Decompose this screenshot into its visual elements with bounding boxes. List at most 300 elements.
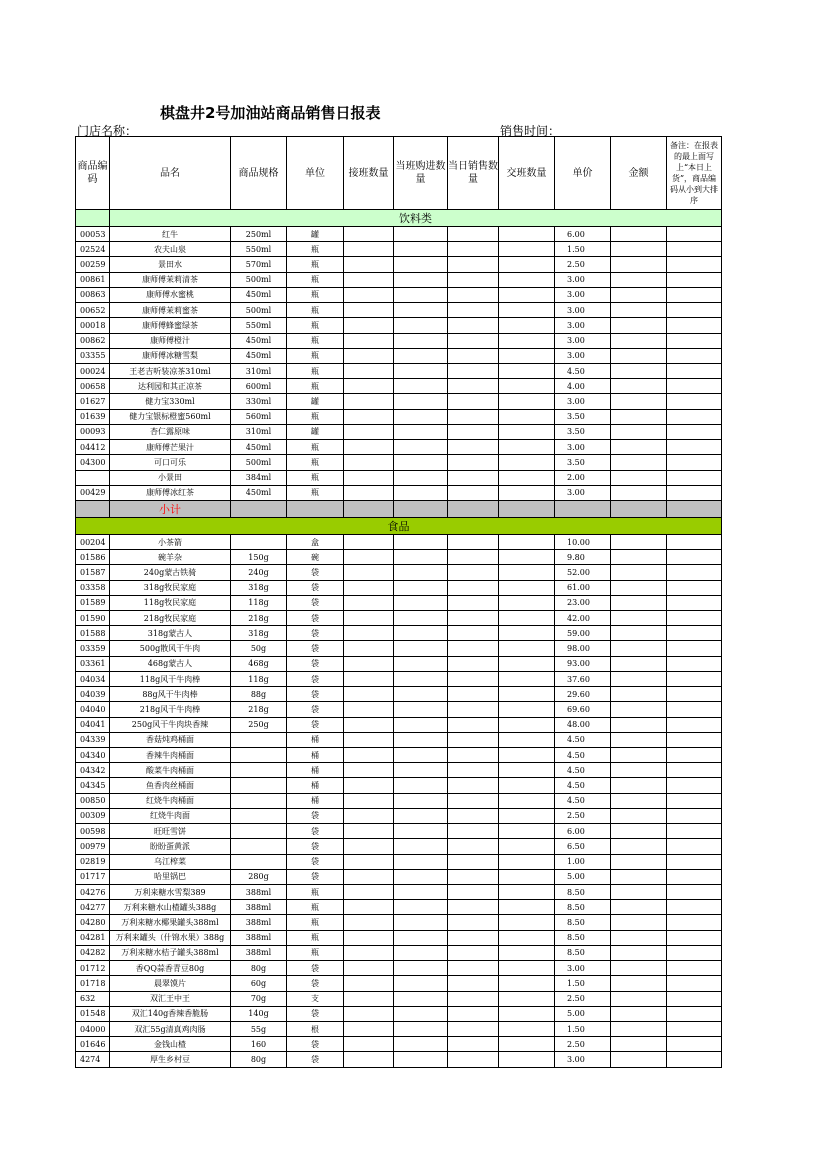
cell-spec[interactable]: 330ml: [231, 394, 287, 409]
cell-amount[interactable]: [611, 550, 667, 565]
cell-handover-out[interactable]: [499, 656, 555, 671]
cell-code[interactable]: 01646: [76, 1037, 110, 1052]
cell-unit[interactable]: 瓶: [287, 455, 344, 470]
cell-daily-sales[interactable]: [448, 227, 499, 242]
cell-daily-sales[interactable]: [448, 409, 499, 424]
cell-amount[interactable]: [611, 257, 667, 272]
cell-name[interactable]: 88g风干牛肉棒: [110, 687, 231, 702]
cell-handover-in[interactable]: [344, 470, 394, 485]
cell-price[interactable]: 52.00: [555, 565, 611, 580]
cell-handover-out[interactable]: [499, 900, 555, 915]
cell-note[interactable]: [667, 976, 722, 991]
cell-unit[interactable]: 桶: [287, 778, 344, 793]
cell-name[interactable]: 118g风干牛肉棒: [110, 671, 231, 686]
cell-name[interactable]: 218g牧民家庭: [110, 611, 231, 626]
cell-spec[interactable]: [231, 854, 287, 869]
cell-handover-out[interactable]: [499, 455, 555, 470]
cell-note[interactable]: [667, 945, 722, 960]
cell-amount[interactable]: [611, 485, 667, 500]
cell-note[interactable]: [667, 793, 722, 808]
cell-code[interactable]: 04280: [76, 915, 110, 930]
cell-spec[interactable]: 150g: [231, 550, 287, 565]
cell-note[interactable]: [667, 333, 722, 348]
cell-price[interactable]: 3.00: [555, 348, 611, 363]
cell-handover-in[interactable]: [344, 900, 394, 915]
cell-unit[interactable]: 根: [287, 1021, 344, 1036]
cell-note[interactable]: [667, 455, 722, 470]
cell-code[interactable]: 04041: [76, 717, 110, 732]
cell-code[interactable]: 01712: [76, 961, 110, 976]
cell-purchase[interactable]: [394, 976, 448, 991]
cell-note[interactable]: [667, 595, 722, 610]
cell-price[interactable]: 3.00: [555, 440, 611, 455]
cell-code[interactable]: 04339: [76, 732, 110, 747]
cell-code[interactable]: 02819: [76, 854, 110, 869]
cell-purchase[interactable]: [394, 930, 448, 945]
cell-handover-in[interactable]: [344, 440, 394, 455]
cell-code[interactable]: 01588: [76, 626, 110, 641]
cell-name[interactable]: 康师傅芒果汁: [110, 440, 231, 455]
cell-amount[interactable]: [611, 869, 667, 884]
cell-name[interactable]: 健力宝330ml: [110, 394, 231, 409]
cell-handover-out[interactable]: [499, 379, 555, 394]
cell-unit[interactable]: 瓶: [287, 303, 344, 318]
cell-name[interactable]: 双汇55g清真鸡肉肠: [110, 1021, 231, 1036]
cell-handover-out[interactable]: [499, 1052, 555, 1067]
cell-note[interactable]: [667, 580, 722, 595]
cell-handover-out[interactable]: [499, 272, 555, 287]
cell-price[interactable]: 8.50: [555, 884, 611, 899]
cell-handover-out[interactable]: [499, 945, 555, 960]
cell-handover-out[interactable]: [499, 991, 555, 1006]
cell-spec[interactable]: 118g: [231, 671, 287, 686]
cell-unit[interactable]: 瓶: [287, 318, 344, 333]
cell-name[interactable]: 红烧牛肉桶面: [110, 793, 231, 808]
cell-purchase[interactable]: [394, 287, 448, 302]
cell-daily-sales[interactable]: [448, 854, 499, 869]
cell-name[interactable]: 康师傅橙汁: [110, 333, 231, 348]
cell-unit[interactable]: 瓶: [287, 363, 344, 378]
cell-spec[interactable]: [231, 824, 287, 839]
cell-daily-sales[interactable]: [448, 1052, 499, 1067]
cell-code[interactable]: 00979: [76, 839, 110, 854]
cell-handover-out[interactable]: [499, 808, 555, 823]
cell-note[interactable]: [667, 1037, 722, 1052]
cell-unit[interactable]: 瓶: [287, 287, 344, 302]
cell-spec[interactable]: 118g: [231, 595, 287, 610]
cell-price[interactable]: 3.00: [555, 303, 611, 318]
cell-price[interactable]: 3.00: [555, 287, 611, 302]
cell-note[interactable]: [667, 839, 722, 854]
cell-daily-sales[interactable]: [448, 333, 499, 348]
cell-amount[interactable]: [611, 534, 667, 549]
cell-name[interactable]: 王老吉听装凉茶310ml: [110, 363, 231, 378]
cell-purchase[interactable]: [394, 763, 448, 778]
cell-handover-out[interactable]: [499, 702, 555, 717]
cell-unit[interactable]: 袋: [287, 961, 344, 976]
cell-unit[interactable]: 袋: [287, 702, 344, 717]
cell-name[interactable]: 可口可乐: [110, 455, 231, 470]
cell-spec[interactable]: 250g: [231, 717, 287, 732]
cell-name[interactable]: 万利来糖水桔子罐头388ml: [110, 945, 231, 960]
cell-spec[interactable]: 70g: [231, 991, 287, 1006]
cell-unit[interactable]: 袋: [287, 869, 344, 884]
cell-spec[interactable]: 388ml: [231, 900, 287, 915]
cell-unit[interactable]: 瓶: [287, 900, 344, 915]
cell-unit[interactable]: 袋: [287, 626, 344, 641]
cell-note[interactable]: [667, 424, 722, 439]
cell-amount[interactable]: [611, 930, 667, 945]
cell-spec[interactable]: [231, 534, 287, 549]
cell-unit[interactable]: 袋: [287, 1052, 344, 1067]
cell-unit[interactable]: 支: [287, 991, 344, 1006]
cell-handover-in[interactable]: [344, 1037, 394, 1052]
cell-purchase[interactable]: [394, 227, 448, 242]
cell-name[interactable]: 厚生乡村豆: [110, 1052, 231, 1067]
cell-amount[interactable]: [611, 394, 667, 409]
cell-unit[interactable]: 袋: [287, 839, 344, 854]
cell-note[interactable]: [667, 626, 722, 641]
cell-handover-out[interactable]: [499, 333, 555, 348]
cell-amount[interactable]: [611, 854, 667, 869]
cell-code[interactable]: 04345: [76, 778, 110, 793]
cell-price[interactable]: 1.50: [555, 1021, 611, 1036]
cell-daily-sales[interactable]: [448, 961, 499, 976]
cell-handover-out[interactable]: [499, 641, 555, 656]
cell-handover-in[interactable]: [344, 763, 394, 778]
cell-note[interactable]: [667, 656, 722, 671]
cell-code[interactable]: 00309: [76, 808, 110, 823]
cell-handover-out[interactable]: [499, 671, 555, 686]
cell-note[interactable]: [667, 611, 722, 626]
cell-amount[interactable]: [611, 1021, 667, 1036]
cell-daily-sales[interactable]: [448, 808, 499, 823]
cell-handover-in[interactable]: [344, 303, 394, 318]
cell-name[interactable]: 万利来糖水雪梨389: [110, 884, 231, 899]
cell-name[interactable]: 康师傅冰红茶: [110, 485, 231, 500]
cell-spec[interactable]: [231, 748, 287, 763]
cell-unit[interactable]: 瓶: [287, 470, 344, 485]
cell-name[interactable]: 康师傅茉莉蜜茶: [110, 303, 231, 318]
cell-unit[interactable]: 袋: [287, 808, 344, 823]
cell-spec[interactable]: 80g: [231, 1052, 287, 1067]
cell-name[interactable]: 香菇炖鸡桶面: [110, 732, 231, 747]
cell-purchase[interactable]: [394, 991, 448, 1006]
cell-amount[interactable]: [611, 1052, 667, 1067]
cell-note[interactable]: [667, 671, 722, 686]
cell-unit[interactable]: 瓶: [287, 242, 344, 257]
cell-amount[interactable]: [611, 409, 667, 424]
cell-amount[interactable]: [611, 611, 667, 626]
cell-handover-out[interactable]: [499, 318, 555, 333]
cell-purchase[interactable]: [394, 318, 448, 333]
cell-purchase[interactable]: [394, 409, 448, 424]
cell-spec[interactable]: 140g: [231, 1006, 287, 1021]
cell-amount[interactable]: [611, 242, 667, 257]
cell-purchase[interactable]: [394, 671, 448, 686]
cell-price[interactable]: 1.00: [555, 854, 611, 869]
cell-purchase[interactable]: [394, 1052, 448, 1067]
cell-handover-in[interactable]: [344, 808, 394, 823]
cell-unit[interactable]: 袋: [287, 565, 344, 580]
cell-daily-sales[interactable]: [448, 976, 499, 991]
cell-spec[interactable]: 550ml: [231, 242, 287, 257]
cell-handover-out[interactable]: [499, 1006, 555, 1021]
cell-price[interactable]: 4.50: [555, 763, 611, 778]
cell-amount[interactable]: [611, 227, 667, 242]
cell-price[interactable]: 8.50: [555, 900, 611, 915]
cell-handover-in[interactable]: [344, 534, 394, 549]
cell-handover-out[interactable]: [499, 287, 555, 302]
cell-handover-out[interactable]: [499, 824, 555, 839]
cell-note[interactable]: [667, 778, 722, 793]
cell-note[interactable]: [667, 1052, 722, 1067]
cell-daily-sales[interactable]: [448, 318, 499, 333]
cell-purchase[interactable]: [394, 900, 448, 915]
cell-daily-sales[interactable]: [448, 485, 499, 500]
cell-price[interactable]: 2.50: [555, 257, 611, 272]
cell-name[interactable]: 康师傅茉莉清茶: [110, 272, 231, 287]
cell-unit[interactable]: 瓶: [287, 272, 344, 287]
cell-unit[interactable]: 瓶: [287, 915, 344, 930]
cell-amount[interactable]: [611, 580, 667, 595]
cell-price[interactable]: 3.00: [555, 485, 611, 500]
cell-daily-sales[interactable]: [448, 945, 499, 960]
cell-handover-out[interactable]: [499, 930, 555, 945]
cell-purchase[interactable]: [394, 717, 448, 732]
cell-price[interactable]: 23.00: [555, 595, 611, 610]
cell-handover-in[interactable]: [344, 333, 394, 348]
cell-code[interactable]: 04340: [76, 748, 110, 763]
cell-name[interactable]: 万利来罐头（什锦水果）388g: [110, 930, 231, 945]
cell-purchase[interactable]: [394, 869, 448, 884]
cell-unit[interactable]: 袋: [287, 641, 344, 656]
cell-daily-sales[interactable]: [448, 363, 499, 378]
cell-name[interactable]: 杏仁露原味: [110, 424, 231, 439]
cell-note[interactable]: [667, 287, 722, 302]
cell-code[interactable]: 00861: [76, 272, 110, 287]
cell-handover-in[interactable]: [344, 257, 394, 272]
cell-daily-sales[interactable]: [448, 272, 499, 287]
cell-purchase[interactable]: [394, 808, 448, 823]
cell-price[interactable]: 3.50: [555, 455, 611, 470]
cell-note[interactable]: [667, 854, 722, 869]
cell-price[interactable]: 4.50: [555, 778, 611, 793]
cell-purchase[interactable]: [394, 565, 448, 580]
cell-price[interactable]: 5.00: [555, 1006, 611, 1021]
cell-spec[interactable]: 570ml: [231, 257, 287, 272]
cell-handover-out[interactable]: [499, 550, 555, 565]
cell-handover-in[interactable]: [344, 485, 394, 500]
cell-amount[interactable]: [611, 565, 667, 580]
cell-name[interactable]: 红烧牛肉面: [110, 808, 231, 823]
cell-daily-sales[interactable]: [448, 671, 499, 686]
cell-price[interactable]: 4.00: [555, 379, 611, 394]
cell-purchase[interactable]: [394, 793, 448, 808]
cell-amount[interactable]: [611, 363, 667, 378]
cell-price[interactable]: 10.00: [555, 534, 611, 549]
cell-purchase[interactable]: [394, 394, 448, 409]
cell-code[interactable]: 04034: [76, 671, 110, 686]
cell-code[interactable]: 04039: [76, 687, 110, 702]
cell-handover-in[interactable]: [344, 227, 394, 242]
cell-amount[interactable]: [611, 732, 667, 747]
cell-daily-sales[interactable]: [448, 379, 499, 394]
cell-handover-in[interactable]: [344, 717, 394, 732]
cell-purchase[interactable]: [394, 550, 448, 565]
cell-note[interactable]: [667, 348, 722, 363]
cell-code[interactable]: 04412: [76, 440, 110, 455]
cell-note[interactable]: [667, 717, 722, 732]
cell-handover-out[interactable]: [499, 1021, 555, 1036]
cell-daily-sales[interactable]: [448, 641, 499, 656]
cell-handover-in[interactable]: [344, 287, 394, 302]
cell-amount[interactable]: [611, 333, 667, 348]
cell-code[interactable]: 00598: [76, 824, 110, 839]
cell-code[interactable]: 03355: [76, 348, 110, 363]
cell-name[interactable]: 红牛: [110, 227, 231, 242]
cell-unit[interactable]: 袋: [287, 824, 344, 839]
cell-purchase[interactable]: [394, 440, 448, 455]
cell-unit[interactable]: 瓶: [287, 930, 344, 945]
cell-code[interactable]: 00018: [76, 318, 110, 333]
cell-unit[interactable]: 罐: [287, 227, 344, 242]
cell-code[interactable]: 4274: [76, 1052, 110, 1067]
cell-amount[interactable]: [611, 1037, 667, 1052]
cell-spec[interactable]: 60g: [231, 976, 287, 991]
cell-handover-out[interactable]: [499, 976, 555, 991]
cell-handover-in[interactable]: [344, 641, 394, 656]
cell-purchase[interactable]: [394, 687, 448, 702]
cell-note[interactable]: [667, 641, 722, 656]
cell-unit[interactable]: 袋: [287, 976, 344, 991]
cell-price[interactable]: 3.00: [555, 1052, 611, 1067]
cell-spec[interactable]: 280g: [231, 869, 287, 884]
cell-handover-in[interactable]: [344, 242, 394, 257]
cell-name[interactable]: 小景田: [110, 470, 231, 485]
cell-handover-out[interactable]: [499, 763, 555, 778]
cell-handover-out[interactable]: [499, 534, 555, 549]
cell-spec[interactable]: 310ml: [231, 363, 287, 378]
cell-handover-out[interactable]: [499, 565, 555, 580]
cell-amount[interactable]: [611, 424, 667, 439]
cell-purchase[interactable]: [394, 1021, 448, 1036]
cell-price[interactable]: 93.00: [555, 656, 611, 671]
cell-name[interactable]: 农夫山泉: [110, 242, 231, 257]
cell-purchase[interactable]: [394, 470, 448, 485]
cell-unit[interactable]: 袋: [287, 717, 344, 732]
cell-daily-sales[interactable]: [448, 1006, 499, 1021]
cell-note[interactable]: [667, 227, 722, 242]
cell-purchase[interactable]: [394, 363, 448, 378]
cell-note[interactable]: [667, 303, 722, 318]
cell-purchase[interactable]: [394, 656, 448, 671]
cell-price[interactable]: 2.50: [555, 1037, 611, 1052]
cell-handover-out[interactable]: [499, 470, 555, 485]
cell-unit[interactable]: 罐: [287, 424, 344, 439]
cell-amount[interactable]: [611, 595, 667, 610]
cell-price[interactable]: 4.50: [555, 793, 611, 808]
cell-price[interactable]: 3.00: [555, 394, 611, 409]
cell-handover-out[interactable]: [499, 485, 555, 500]
cell-price[interactable]: 3.50: [555, 409, 611, 424]
cell-amount[interactable]: [611, 318, 667, 333]
cell-name[interactable]: 碗羊杂: [110, 550, 231, 565]
cell-code[interactable]: 02524: [76, 242, 110, 257]
cell-daily-sales[interactable]: [448, 565, 499, 580]
cell-spec[interactable]: 500ml: [231, 303, 287, 318]
cell-handover-in[interactable]: [344, 455, 394, 470]
cell-code[interactable]: 01548: [76, 1006, 110, 1021]
cell-note[interactable]: [667, 470, 722, 485]
cell-purchase[interactable]: [394, 839, 448, 854]
cell-name[interactable]: 香QQ蒜香青豆80g: [110, 961, 231, 976]
cell-handover-out[interactable]: [499, 869, 555, 884]
cell-unit[interactable]: 桶: [287, 763, 344, 778]
cell-note[interactable]: [667, 379, 722, 394]
cell-amount[interactable]: [611, 303, 667, 318]
cell-spec[interactable]: 250ml: [231, 227, 287, 242]
cell-handover-out[interactable]: [499, 242, 555, 257]
cell-handover-in[interactable]: [344, 824, 394, 839]
cell-spec[interactable]: 388ml: [231, 945, 287, 960]
cell-unit[interactable]: 罐: [287, 394, 344, 409]
cell-purchase[interactable]: [394, 455, 448, 470]
cell-handover-out[interactable]: [499, 839, 555, 854]
cell-code[interactable]: 04040: [76, 702, 110, 717]
cell-handover-in[interactable]: [344, 1006, 394, 1021]
cell-note[interactable]: [667, 748, 722, 763]
cell-name[interactable]: 旺旺雪饼: [110, 824, 231, 839]
cell-handover-in[interactable]: [344, 687, 394, 702]
cell-note[interactable]: [667, 363, 722, 378]
cell-purchase[interactable]: [394, 257, 448, 272]
cell-purchase[interactable]: [394, 348, 448, 363]
cell-handover-out[interactable]: [499, 626, 555, 641]
cell-amount[interactable]: [611, 991, 667, 1006]
cell-daily-sales[interactable]: [448, 778, 499, 793]
cell-code[interactable]: 00658: [76, 379, 110, 394]
cell-code[interactable]: 04277: [76, 900, 110, 915]
cell-purchase[interactable]: [394, 379, 448, 394]
cell-name[interactable]: 香辣牛肉桶面: [110, 748, 231, 763]
cell-handover-in[interactable]: [344, 580, 394, 595]
cell-spec[interactable]: [231, 808, 287, 823]
cell-price[interactable]: 1.50: [555, 242, 611, 257]
cell-note[interactable]: [667, 1006, 722, 1021]
cell-unit[interactable]: 瓶: [287, 945, 344, 960]
cell-note[interactable]: [667, 687, 722, 702]
cell-note[interactable]: [667, 824, 722, 839]
cell-purchase[interactable]: [394, 778, 448, 793]
cell-code[interactable]: 00093: [76, 424, 110, 439]
cell-amount[interactable]: [611, 976, 667, 991]
cell-name[interactable]: 康师傅水蜜桃: [110, 287, 231, 302]
cell-unit[interactable]: 桶: [287, 732, 344, 747]
cell-note[interactable]: [667, 869, 722, 884]
cell-spec[interactable]: 318g: [231, 626, 287, 641]
cell-amount[interactable]: [611, 748, 667, 763]
cell-handover-out[interactable]: [499, 778, 555, 793]
cell-unit[interactable]: 瓶: [287, 440, 344, 455]
cell-purchase[interactable]: [394, 748, 448, 763]
cell-note[interactable]: [667, 930, 722, 945]
cell-daily-sales[interactable]: [448, 242, 499, 257]
cell-code[interactable]: 00024: [76, 363, 110, 378]
cell-daily-sales[interactable]: [448, 915, 499, 930]
cell-code[interactable]: 00850: [76, 793, 110, 808]
cell-amount[interactable]: [611, 1006, 667, 1021]
